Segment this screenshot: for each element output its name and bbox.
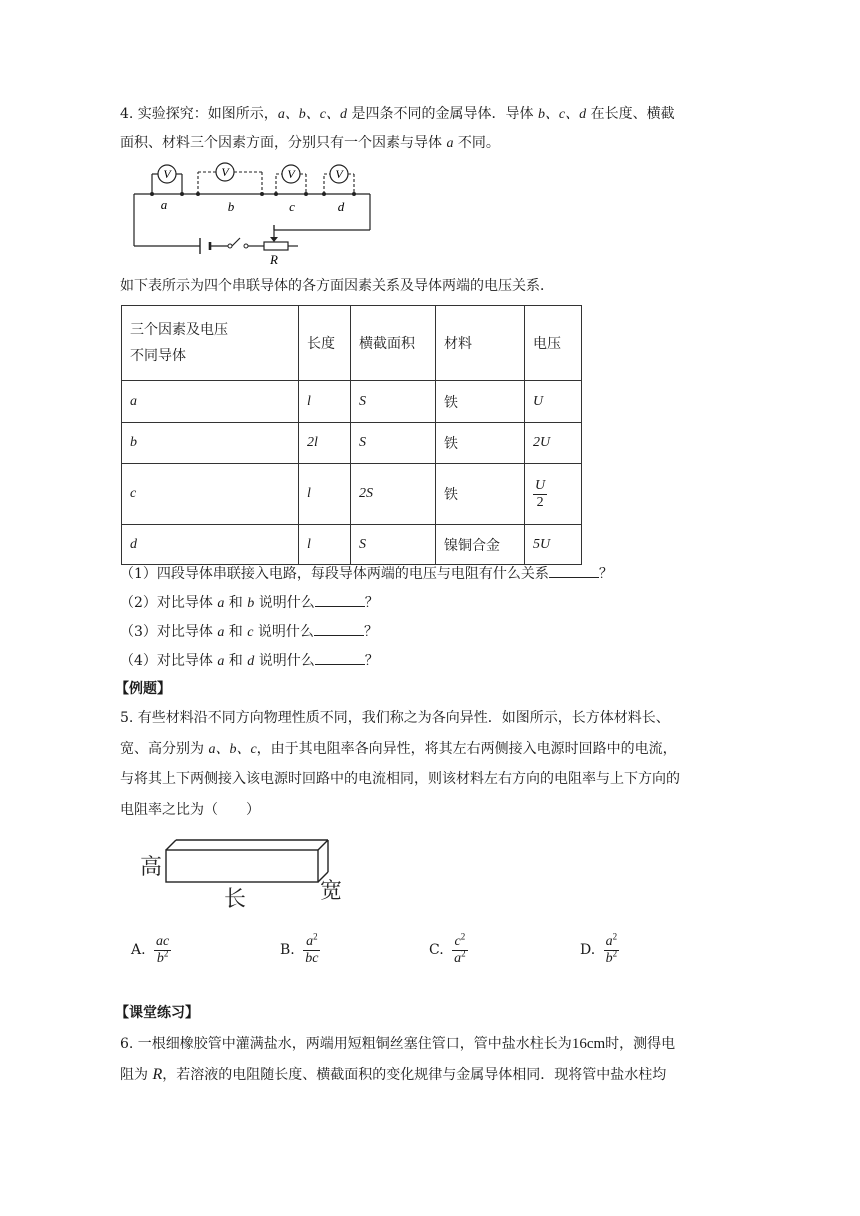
q4-sub1: （1）四段导体串联接入电路，每段导体两端的电压与电阻有什么关系 ？: [120, 563, 613, 584]
row-voltage: 5U: [525, 525, 582, 565]
length-label: 长: [224, 887, 247, 912]
rheostat-label: R: [270, 252, 278, 267]
q4-line1: 4. 实验探究：如图所示，a、b、c、d 是四条不同的金属导体．导体 b、c、d 在长度、横截: [120, 106, 675, 122]
row-voltage: U: [525, 381, 582, 423]
row-voltage: 2U: [525, 423, 582, 464]
row-length: l: [299, 381, 351, 423]
row-name: a: [122, 381, 299, 423]
row-length: l: [299, 525, 351, 565]
q5-line4: 电阻率之比为（ ）: [120, 802, 260, 818]
q5-line3: 与将其上下两侧接入该电源时回路中的电流相同，则该材料左右方向的电阻率与上下方向的: [120, 771, 680, 787]
row-area: S: [351, 423, 436, 464]
row-material: 铁: [436, 464, 525, 525]
table-header-row: [122, 306, 582, 381]
row-material: 铁: [436, 381, 525, 423]
conductor-d-label: d: [337, 199, 345, 214]
option-c[interactable]: C. $\frac{c^2}{a^2}$: [429, 930, 466, 966]
header-voltage: 电压: [525, 306, 582, 381]
q4-sub4: （4）对比导体 a 和 d 说明什么 ？: [120, 650, 379, 672]
q4-table-intro: 如下表所示为四个串联导体的各方面因素关系及导体两端的电压关系．: [120, 278, 554, 294]
voltmeter-d-label: V: [335, 167, 343, 181]
q4-data-table: [121, 305, 582, 565]
corner-bottom: 不同导体: [130, 348, 186, 364]
q6-line1: 6. 一根细橡胶管中灌满盐水，两端用短粗铜丝塞住管口，管中盐水柱长为16cm时，测得电: [120, 1036, 676, 1052]
row-name: c: [122, 464, 299, 525]
table-row: [122, 464, 582, 525]
option-a[interactable]: A. $\frac{ac}{b^2}$: [131, 933, 170, 966]
conductor-b-label: b: [227, 199, 235, 214]
conductor-a-label: a: [160, 197, 168, 212]
row-area: S: [351, 381, 436, 423]
table-row: [122, 525, 582, 565]
voltage-fraction: $\frac{U}{2}$: [535, 477, 546, 510]
header-material: 材料: [436, 306, 525, 381]
table-row: [122, 423, 582, 464]
circuit-diagram: [128, 158, 378, 268]
header-area: 横截面积: [351, 306, 436, 381]
q5-line2: 宽、高分别为 a、b、c，由于其电阻率各向异性，将其左右两侧接入电源时回路中的电流，: [120, 741, 677, 757]
row-voltage: [525, 464, 582, 525]
voltmeter-c-label: V: [287, 167, 295, 181]
row-length: 2l: [299, 423, 351, 464]
conductor-c-label: c: [289, 199, 295, 214]
q4-sub3: （3）对比导体 a 和 c 说明什么 ？: [120, 621, 378, 643]
q5-line1: 5. 有些材料沿不同方向物理性质不同，我们称之为各向异性．如图所示，长方体材料长、: [120, 710, 670, 726]
row-name: d: [122, 525, 299, 565]
q4-sub2: （2）对比导体 a 和 b 说明什么 ？: [120, 592, 379, 614]
height-label: 高: [140, 855, 163, 880]
table-corner-cell: [122, 306, 299, 381]
table-row: [122, 381, 582, 423]
row-name: b: [122, 423, 299, 464]
row-area: 2S: [351, 464, 436, 525]
voltmeter-a-label: V: [163, 167, 171, 181]
option-b[interactable]: B. $\frac{a^2}{bc}$: [280, 930, 319, 966]
width-label: 宽: [320, 879, 343, 904]
section-example-heading: 【例题】: [115, 681, 171, 697]
option-d[interactable]: D. $\frac{a^2}{b^2}$: [580, 930, 618, 966]
voltmeter-b-label: V: [221, 165, 229, 179]
row-length: l: [299, 464, 351, 525]
q6-line2: 阻为 R，若溶液的电阻随长度、横截面积的变化规律与金属导体相同．现将管中盐水柱均: [120, 1066, 667, 1083]
q4-line2: 面积、材料三个因素方面，分别只有一个因素与导体 a 不同。: [120, 135, 500, 151]
corner-top: 三个因素及电压: [130, 322, 228, 338]
section-practice-heading: 【课堂练习】: [115, 1005, 199, 1021]
row-material: 铁: [436, 423, 525, 464]
row-area: S: [351, 525, 436, 565]
cuboid-figure: [134, 832, 354, 912]
row-material: 镍铜合金: [436, 525, 525, 565]
header-length: 长度: [299, 306, 351, 381]
